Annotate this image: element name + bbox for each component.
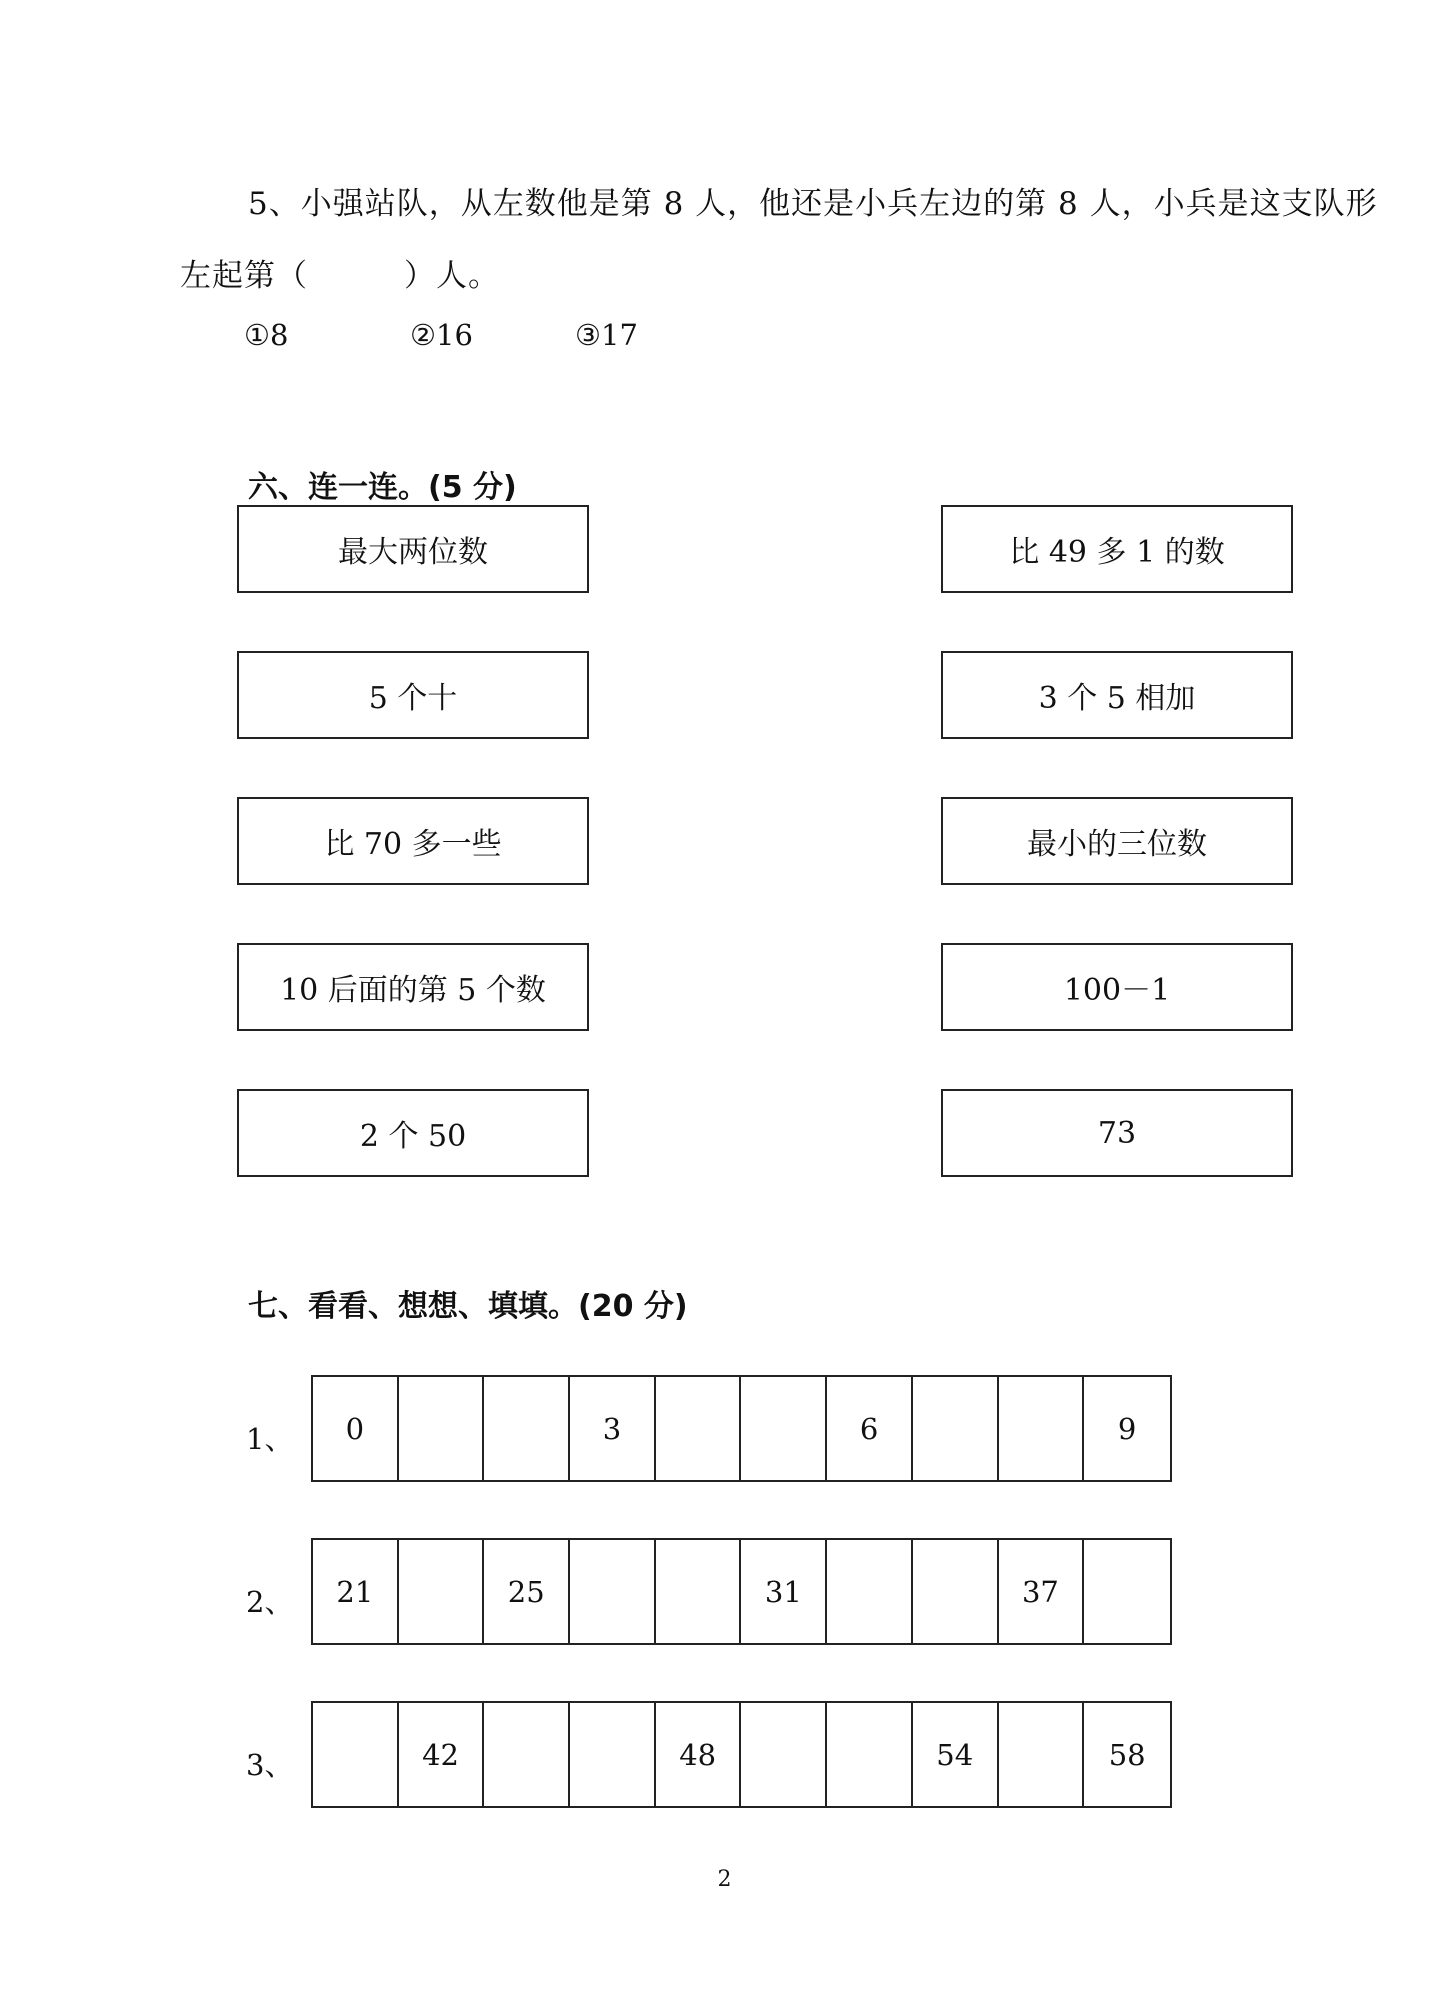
grid-cell: 6	[827, 1377, 913, 1480]
grid-cell	[741, 1703, 827, 1806]
number-grid-row-3	[311, 1701, 1172, 1808]
grid-cell: 3	[570, 1377, 656, 1480]
grid-cell	[741, 1377, 827, 1480]
grid-cell: 9	[1117, 1411, 1137, 1446]
grid-cell	[827, 1703, 913, 1806]
option-3: ③17	[575, 318, 638, 352]
grid-cell	[999, 1377, 1085, 1480]
grid-cell	[913, 1540, 999, 1643]
grid-cell: 25	[484, 1540, 570, 1643]
grid-cell	[913, 1377, 999, 1480]
number-grid-row-2	[311, 1538, 1172, 1645]
option-2: ②16	[410, 318, 473, 352]
match-left-item: 5 个十	[237, 651, 589, 739]
grid-cell	[827, 1540, 913, 1643]
grid-cell	[484, 1703, 570, 1806]
page-number: 2	[717, 1867, 732, 1892]
match-right-item: 73	[941, 1089, 1293, 1177]
grid-cell	[399, 1377, 485, 1480]
grid-cell: 37	[999, 1540, 1085, 1643]
match-right-item: 100－1	[941, 943, 1293, 1031]
grid-cell	[999, 1703, 1085, 1806]
grid-cell	[313, 1703, 399, 1806]
match-right-item: 比 49 多 1 的数	[941, 505, 1293, 593]
match-right-item: 最小的三位数	[941, 797, 1293, 885]
grid-cell: 21	[313, 1540, 399, 1643]
grid-cell: 54	[913, 1703, 999, 1806]
number-grid-row-1	[311, 1375, 1172, 1482]
section-6-heading: 六、连一连。(5 分)	[248, 470, 517, 505]
grid-cell	[399, 1540, 485, 1643]
match-left-item: 10 后面的第 5 个数	[237, 943, 589, 1031]
grid-cell: 48	[656, 1703, 742, 1806]
match-right-item: 3 个 5 相加	[941, 651, 1293, 739]
grid-cell	[570, 1540, 656, 1643]
grid-cell	[656, 1377, 742, 1480]
grid-cell: 0	[313, 1377, 399, 1480]
grid-cell: 42	[399, 1703, 485, 1806]
grid-cell: 58	[1108, 1737, 1146, 1772]
grid-cell	[656, 1540, 742, 1643]
grid-cell	[1084, 1540, 1170, 1643]
grid-cell	[570, 1703, 656, 1806]
row-3-label: 3、	[246, 1748, 294, 1782]
match-left-item: 最大两位数	[237, 505, 589, 593]
grid-cell	[484, 1377, 570, 1480]
option-1: ①8	[244, 318, 289, 352]
question-5-text: 5、小强站队，从左数他是第 8 人，他还是小兵左边的第 8 人，小兵是这支队形	[248, 186, 1378, 222]
match-left-item: 比 70 多一些	[237, 797, 589, 885]
section-7-heading: 七、看看、想想、填填。(20 分)	[248, 1289, 688, 1324]
row-1-label: 1、	[246, 1422, 294, 1456]
row-2-label: 2、	[246, 1585, 294, 1619]
match-left-item: 2 个 50	[237, 1089, 589, 1177]
grid-cell: 31	[741, 1540, 827, 1643]
question-5-blank-line: 左起第（ ）人。	[180, 258, 500, 294]
